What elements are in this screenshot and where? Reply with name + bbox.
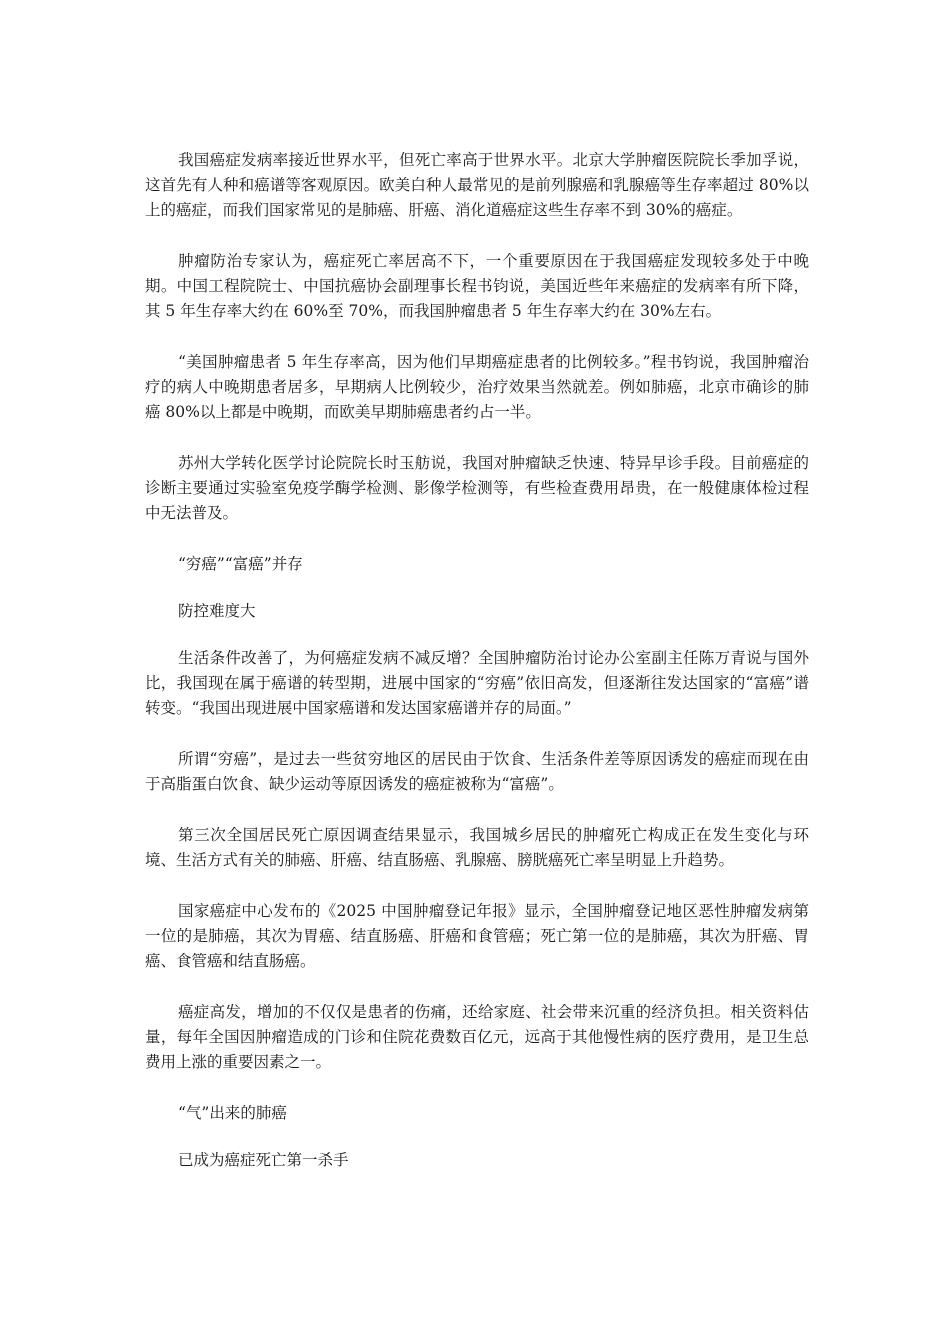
- paragraph-late-detection: 肿瘤防治专家认为，癌症死亡率居高不下，一个重要原因在于我国癌症发现较多处于中晚期。中国工程院院士、中国抗癌协会副理事长程书钧说，美国近些年来癌症的发病率有所下降，其 5 年生存率大约在 60%至 70%，而我国肿瘤患者 5 年生存率大约在 30%左右。: [145, 252, 809, 320]
- paragraph-registry-report: 国家癌症中心发布的《2025 中国肿瘤登记年报》显示，全国肿瘤登记地区恶性肿瘤发病第一位的是肺癌，其次为胃癌、结直肠癌、肝癌和食管癌；死亡第一位的是肺癌，其次为肝癌、胃癌、食管癌和结直肠癌。: [145, 902, 809, 970]
- section-heading-poor-rich-cancer: “穷癌”“富癌”并存: [178, 555, 303, 573]
- paragraph-cancer-transition: 生活条件改善了，为何癌症发病不减反增？全国肿瘤防治讨论办公室副主任陈万青说与国外比，我国现在属于癌谱的转型期，进展中国家的“穷癌”依旧高发，但逐渐往发达国家的“富癌”谱转变。“我国出现进展中国家癌谱和发达国家癌谱并存的局面。”: [145, 649, 809, 717]
- paragraph-us-survival: “美国肿瘤患者 5 年生存率高，因为他们早期癌症患者的比例较多。”程书钧说，我国肿瘤治疗的病人中晚期患者居多，早期病人比例较少，治疗效果当然就差。例如肺癌，北京市确诊的肺癌 80%以上都是中晚期，而欧美早期肺癌患者约占一半。: [145, 353, 809, 421]
- paragraph-mortality-survey: 第三次全国居民死亡原因调查结果显示，我国城乡居民的肿瘤死亡构成正在发生变化与环境、生活方式有关的肺癌、肝癌、结直肠癌、乳腺癌、膀胱癌死亡率呈明显上升趋势。: [145, 826, 809, 869]
- section-heading-lung-cancer: “气”出来的肺癌: [178, 1104, 287, 1122]
- paragraph-economic-burden: 癌症高发，增加的不仅仅是患者的伤痛，还给家庭、社会带来沉重的经济负担。相关资料估量，每年全国因肿瘤造成的门诊和住院花费数百亿元，远高于其他慢性病的医疗费用，是卫生总费用上涨的重要因素之一。: [145, 1003, 809, 1071]
- document-body: [145, 148, 809, 1195]
- section-subheading-top-killer: 已成为癌症死亡第一杀手: [178, 1151, 349, 1169]
- paragraph-cancer-rates: 我国癌症发病率接近世界水平，但死亡率高于世界水平。北京大学肿瘤医院院长季加孚说，这首先有人种和癌谱等客观原因。欧美白种人最常见的是前列腺癌和乳腺癌等生存率超过 80%以上的癌症，而我们国家常见的是肺癌、肝癌、消化道癌症这些生存率不到 30%的癌症。: [145, 151, 809, 219]
- paragraph-poor-cancer-definition: 所谓“穷癌”，是过去一些贫穷地区的居民由于饮食、生活条件差等原因诱发的癌症而现在由于高脂蛋白饮食、缺少运动等原因诱发的癌症被称为“富癌”。: [145, 750, 809, 793]
- section-subheading-prevention-difficulty: 防控难度大: [178, 602, 256, 620]
- paragraph-early-diagnosis: 苏州大学转化医学讨论院院长时玉舫说，我国对肿瘤缺乏快速、特异早诊手段。目前癌症的诊断主要通过实验室免疫学酶学检测、影像学检测等，有些检查费用昂贵，在一般健康体检过程中无法普及。: [145, 454, 809, 522]
